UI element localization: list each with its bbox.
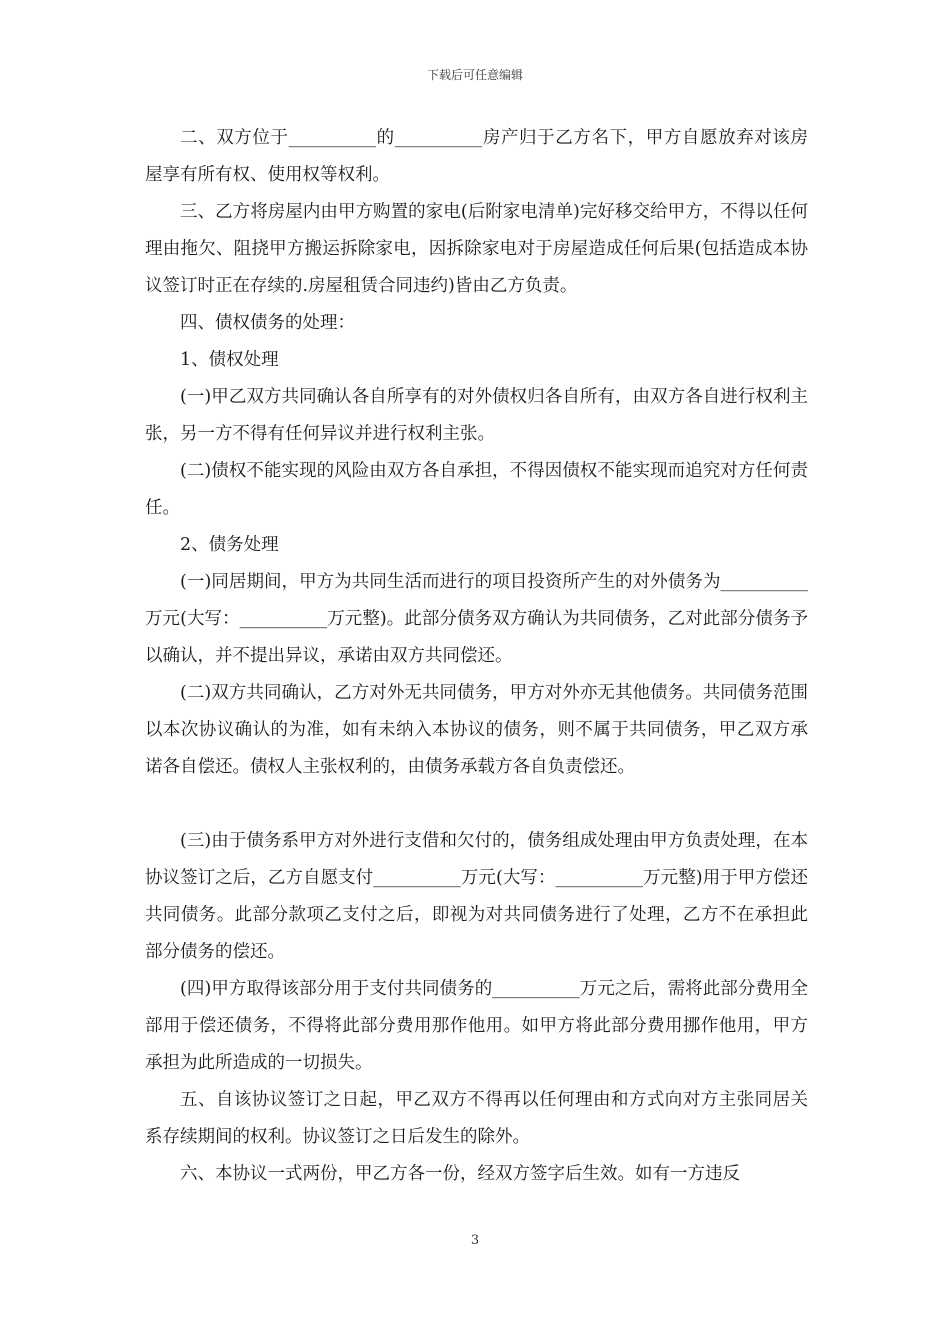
page-number: 3 bbox=[470, 1233, 480, 1248]
claims-item-1: (一)甲乙双方共同确认各自所享有的对外债权归各自所有，由双方各自进行权利主张，另一方不得有任何异议并进行权利主张。 bbox=[145, 387, 808, 444]
debts-item-4: (四)甲方取得该部分用于支付共同债务的__________万元之后，需将此部分费用全部用于偿还债务，不得将此部分费用那作他用。如甲方将此部分费用挪作他用，甲方承担为此所造成的一切损失。 bbox=[145, 979, 808, 1073]
claims-item-2: (二)债权不能实现的风险由双方各自承担，不得因债权不能实现而追究对方任何责任。 bbox=[145, 461, 808, 518]
clause-4-heading: 四、债权债务的处理： bbox=[180, 313, 355, 333]
clause-5-rights: 五、自该协议签订之日起，甲乙双方不得再以任何理由和方式向对方主张同居关系存续期间的权利。协议签订之日后发生的除外。 bbox=[145, 1090, 808, 1147]
debts-item-2: (二)双方共同确认，乙方对外无共同债务，甲方对外亦无其他债务。共同债务范围以本次协议确认的为准，如有未纳入本协议的债务，则不属于共同债务，甲乙双方承诺各自偿还。债权人主张权利的，由债务承载方各自负责偿还。 bbox=[145, 683, 808, 777]
clause-6-copies: 六、本协议一式两份，甲乙方各一份，经双方签字后生效。如有一方违反 bbox=[180, 1164, 740, 1184]
debts-item-1: (一)同居期间，甲方为共同生活而进行的项目投资所产生的对外债务为__________万元(大写：__________万元整)。此部分债务双方确认为共同债务，乙对此部分债务予以确认，并不提出异议，承诺由双方共同偿还。 bbox=[145, 572, 808, 666]
debts-heading: 2、债务处理 bbox=[180, 535, 279, 555]
debts-item-3: (三)由于债务系甲方对外进行支借和欠付的，债务组成处理由甲方负责处理，在本协议签订之后，乙方自愿支付__________万元(大写：__________万元整)用于甲方偿还共同债务。此部分款项乙支付之后，即视为对共同债务进行了处理，乙方不在承担此部分债务的偿还。 bbox=[145, 831, 808, 962]
clause-2-property: 二、双方位于__________的__________房产归于乙方名下，甲方自愿放弃对该房屋享有所有权、使用权等权利。 bbox=[145, 128, 808, 185]
page-header-note: 下载后可任意编辑 bbox=[426, 68, 523, 82]
document-body bbox=[145, 120, 808, 1193]
claims-heading: 1、债权处理 bbox=[180, 350, 279, 370]
clause-3-appliances: 三、乙方将房屋内由甲方购置的家电(后附家电清单)完好移交给甲方，不得以任何理由拖欠、阻挠甲方搬运拆除家电，因拆除家电对于房屋造成任何后果(包括造成本协议签订时正在存续的.房屋租赁合同违约)皆由乙方负责。 bbox=[145, 202, 808, 296]
